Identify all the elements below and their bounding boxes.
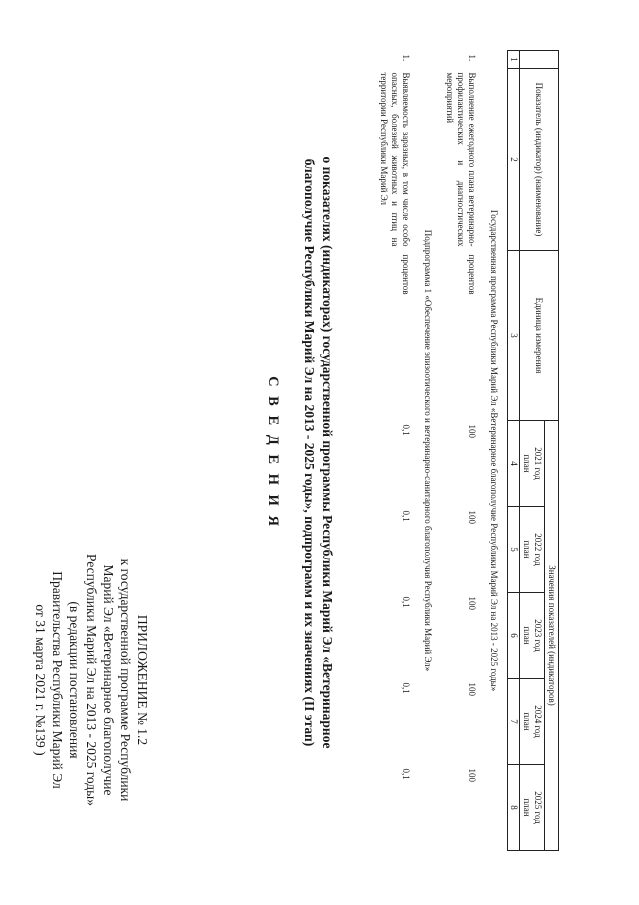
indicators-table-wrap	[354, 50, 559, 850]
appendix-line: Правительства Республики Марий Эл	[50, 571, 65, 789]
row-unit: процентов	[467, 254, 477, 295]
column-number-cell: 4	[508, 421, 520, 507]
header-cell-values-group: Значения показателей (индикаторов)	[545, 421, 559, 851]
row-indicator: Выявляемость заразных, в том числе особо опасных, болезней животных и птиц на территории Республики Марий Эл	[379, 72, 411, 247]
table-row	[441, 51, 480, 851]
section-title-row	[480, 51, 508, 851]
row-value-2023: 100	[467, 596, 477, 610]
section-title-row	[414, 51, 441, 851]
row-unit: процентов	[401, 254, 411, 295]
row-value-2025: 100	[467, 768, 477, 782]
table-row	[375, 51, 414, 851]
row-value-2021: 100	[467, 424, 477, 438]
header-cell-number	[520, 51, 559, 69]
appendix-line: Марий Эл «Ветеринарное благополучие	[101, 564, 116, 796]
section-title: Государственная программа Республики Марий Эл «Ветеринарное благополучие Республики Марий Эл на 2013 - 2025 годы»	[489, 209, 499, 692]
header-cell-year-2022: 2022 год план	[520, 507, 545, 593]
row-number: 1.	[401, 54, 411, 62]
header-cell-indicator: Показатель (индикатор) (наименование)	[520, 69, 559, 251]
header-cell-unit: Единица измерения	[520, 251, 559, 421]
table-column-numbers-row	[508, 51, 520, 851]
appendix-line: Республики Марий Эл на 2013 - 2025 годы»	[84, 554, 99, 806]
section-title: Подпрограмма 1 «Обеспечение эпизоотического и ветеринарно-санитарного благополучия Республики Марий Эл»	[423, 229, 433, 672]
row-value-2022: 100	[467, 510, 477, 524]
subtitle-line: о показателях (индикаторах) государственной программы Республики Марий Эл «Ветеринарное	[320, 156, 335, 749]
column-number-cell: 1	[508, 51, 520, 69]
subtitle-line: благополучие Республики Марий Эл на 2013 - 2025 годы», подпрограмм и их значениях (II этап)	[302, 158, 317, 747]
column-number-cell: 2	[508, 69, 520, 251]
row-number: 1.	[467, 54, 477, 62]
header-cell-year-2021: 2021 год план	[520, 421, 545, 507]
appendix-line: (в редакции постановления	[67, 601, 82, 759]
row-value-2025: 0,1	[401, 768, 411, 780]
appendix-block	[32, 510, 151, 850]
row-value-2024: 100	[467, 682, 477, 696]
header-cell-year-2023: 2023 год план	[520, 593, 545, 679]
indicators-table	[375, 50, 559, 851]
header-cell-year-2025: 2025 год план	[520, 765, 545, 851]
column-number-cell: 7	[508, 679, 520, 765]
appendix-date-line: от 31 марта 2021 г. №139 )	[33, 604, 48, 756]
column-number-cell: 3	[508, 251, 520, 421]
document-heading: С В Е Д Е Н И Я	[265, 376, 281, 529]
table-header-row	[545, 51, 559, 851]
row-indicator: Выполнение ежегодного плана ветеринарно-профилактических и диагностических мероприятий	[445, 72, 477, 247]
column-number-cell: 6	[508, 593, 520, 679]
row-value-2023: 0,1	[401, 596, 411, 608]
column-number-cell: 5	[508, 507, 520, 593]
appendix-title: ПРИЛОЖЕНИЕ № 1.2	[135, 614, 150, 746]
document-subtitle	[300, 70, 336, 835]
appendix-line: к государственной программе Республики	[118, 558, 133, 802]
header-cell-year-2024: 2024 год план	[520, 679, 545, 765]
row-value-2022: 0,1	[401, 510, 411, 522]
column-number-cell: 8	[508, 765, 520, 851]
row-value-2024: 0,1	[401, 682, 411, 694]
row-value-2021: 0,1	[401, 424, 411, 436]
